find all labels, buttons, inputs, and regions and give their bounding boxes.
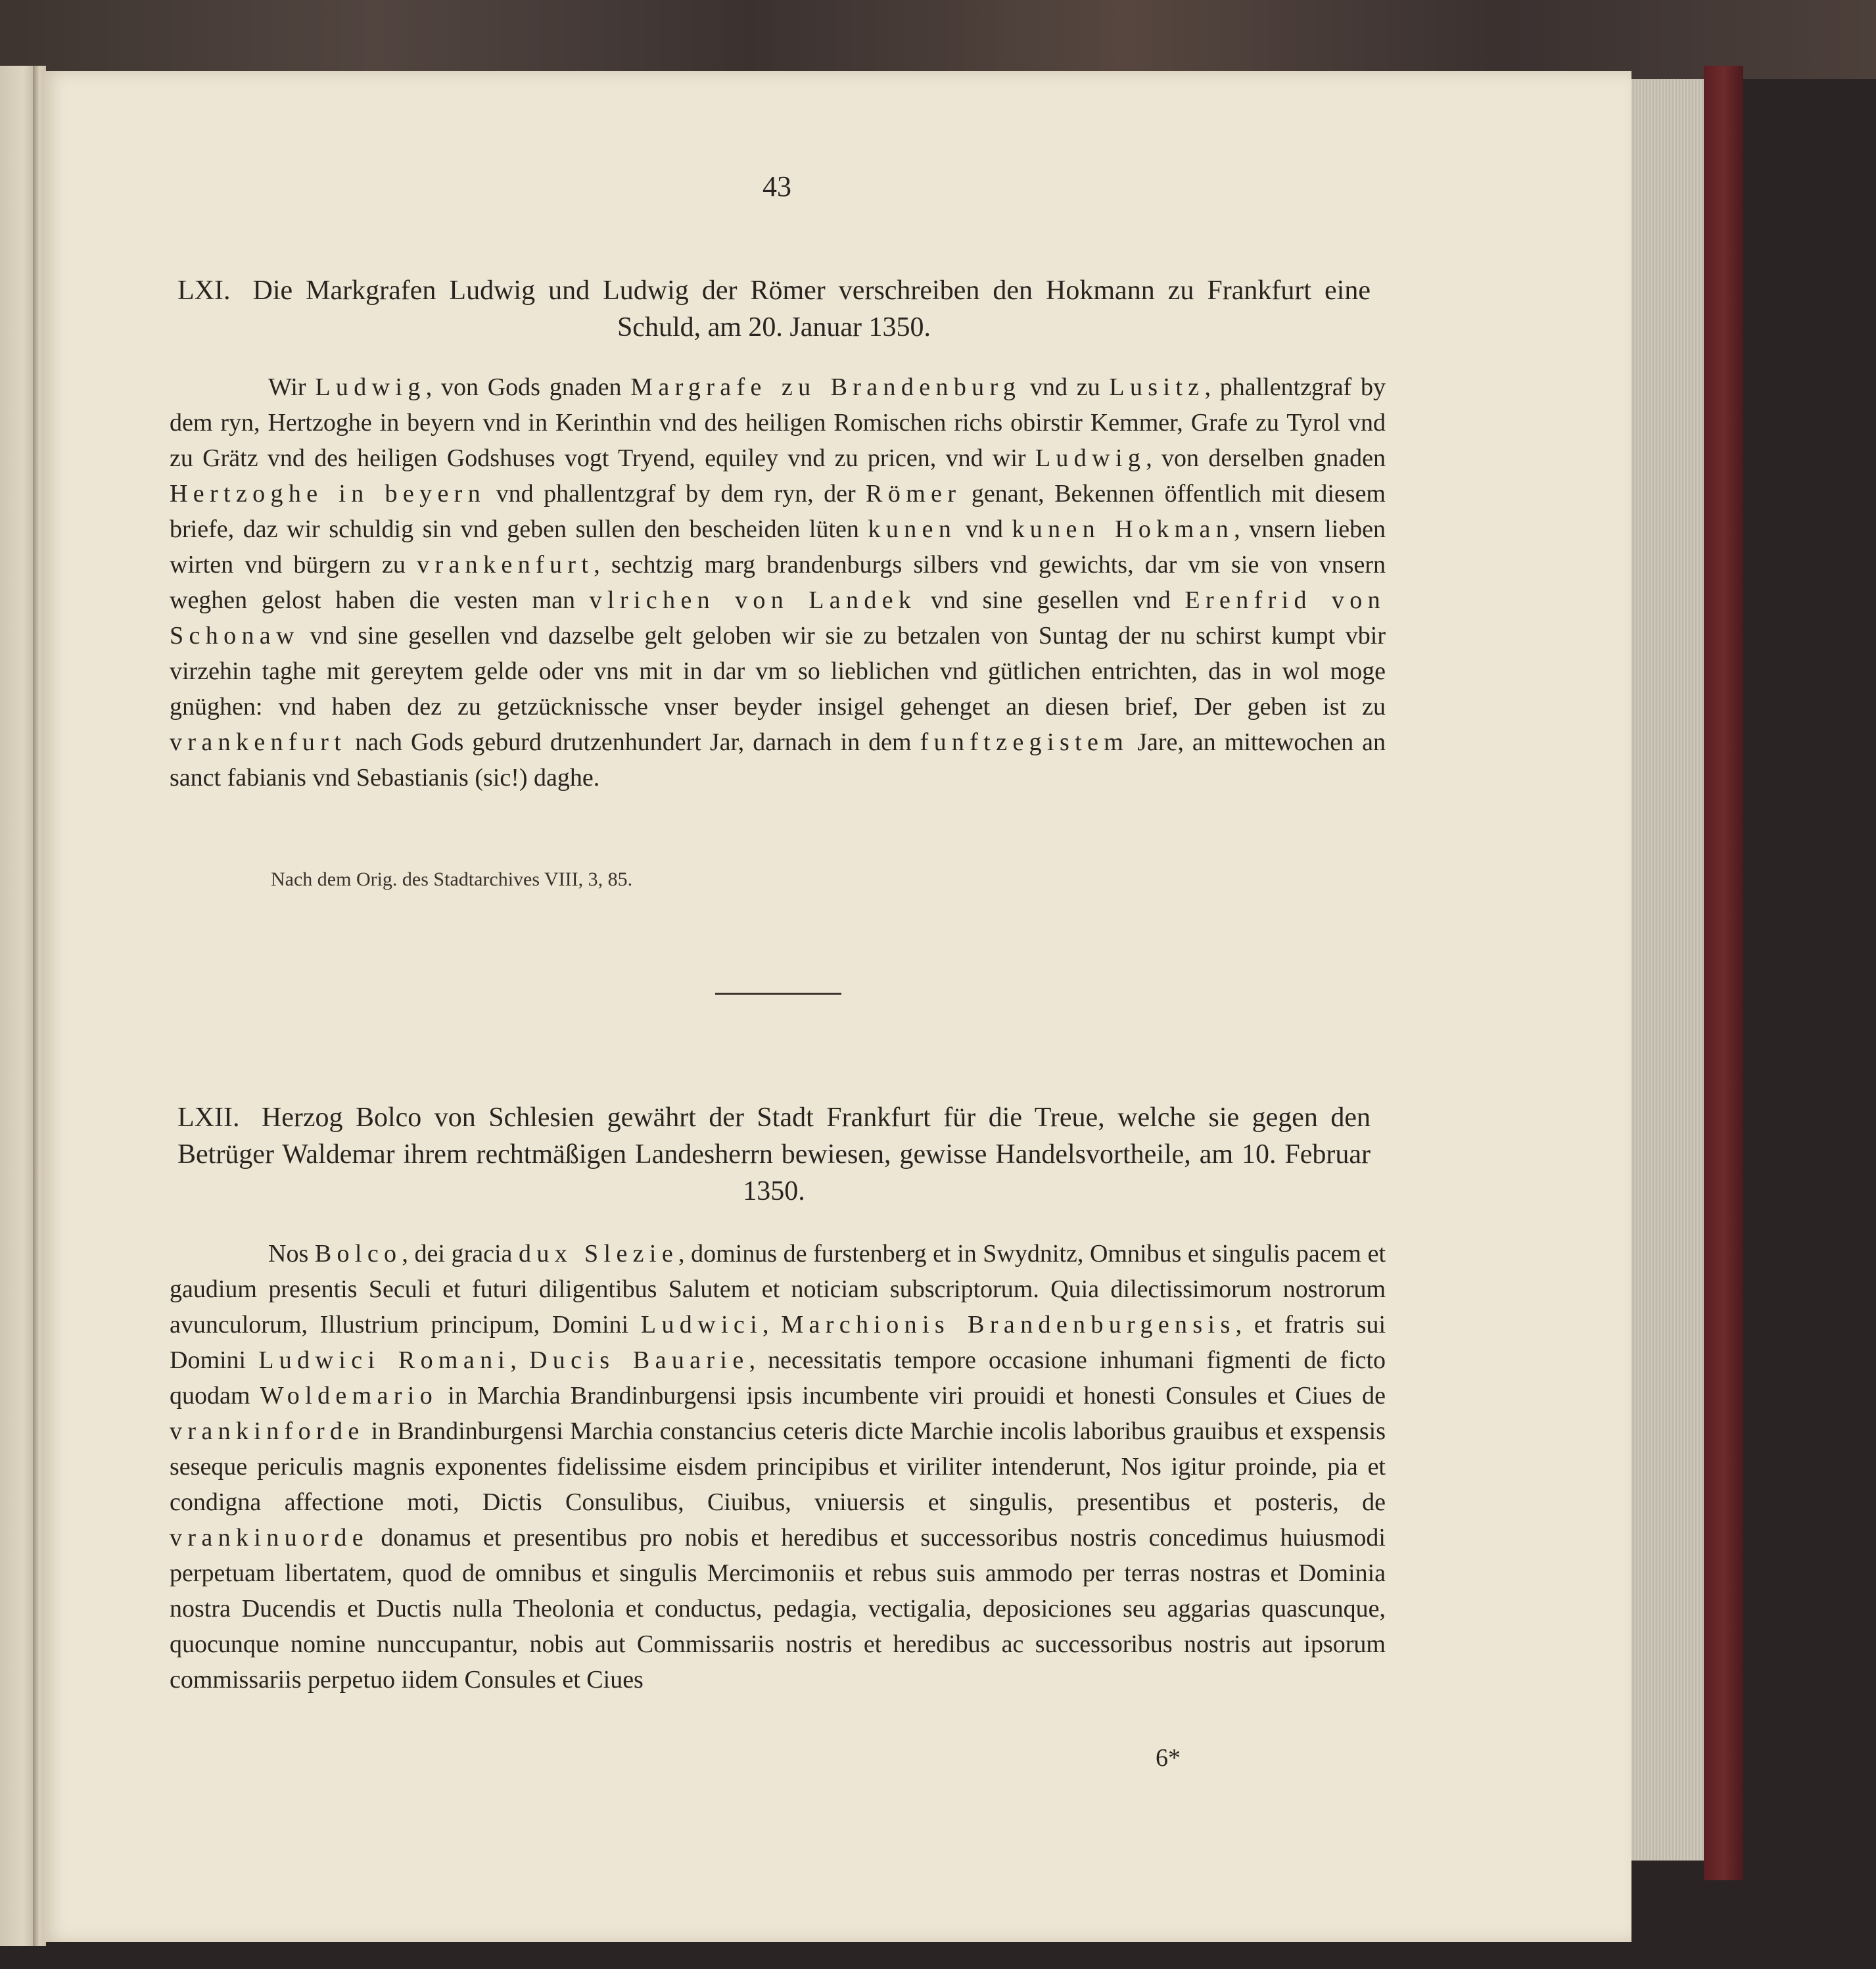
spaced-name: Ludwici Romani xyxy=(258,1346,511,1374)
text-run: , xyxy=(510,1346,529,1374)
text-run: nach Gods geburd drutzenhundert Jar, darnach in dem xyxy=(346,728,920,756)
text-run: vnd zu xyxy=(1021,373,1110,401)
doc-62-body xyxy=(170,1236,1386,1697)
text-run: vnd xyxy=(956,515,1012,543)
doc-62-paragraph xyxy=(170,1236,1386,1697)
doc-61-numeral: LXI. xyxy=(177,275,231,306)
text-run: vnd sine gesellen vnd dazselbe gelt geloben wir sie zu betzalen von Suntag der nu schirst kumpt vbir virzehin taghe mit gereytem gelde oder vns mit in dar vm so lieblichen vnd gütlichen entrichten, das in wol moge gnüghen: vnd haben dez zu getzücknissche vnser beyder insigel gehenget an diesen brief, Der geben ist zu xyxy=(170,622,1386,721)
text-run: genant, Bekennen öffentlich mit diesem briefe, daz wir schuldig sin vnd geben sullen den bescheiden lüten xyxy=(170,480,1386,543)
spaced-name: vrankenfurt xyxy=(417,551,594,579)
spaced-name: Ludwici xyxy=(640,1311,763,1339)
doc-61-title: Die Markgrafen Ludwig und Ludwig der Römer verschreiben den Hokmann zu Frankfurt eine Schuld, am 20. Januar 1350. xyxy=(252,275,1371,343)
text-run: , vnsern lieben wirten vnd bürgern zu xyxy=(170,515,1386,579)
spaced-name: funftzegistem xyxy=(920,728,1129,756)
text-run: in Brandinburgensi Marchia constancius ceteris dicte Marchie incolis laboribus grauibus et exspensis seseque periculis magnis exponentes fidelissime eisdem principibus et viriliter intenderunt, Nos igitur proinde, pia et condigna affectione moti, Dictis Consulibus, Ciuibus, vniuersis et singulis, presentibus et posteris, de xyxy=(170,1417,1386,1516)
doc-61-body xyxy=(170,369,1386,795)
doc-62-title: Herzog Bolco von Schlesien gewährt der Stadt Frankfurt für die Treue, welche sie gegen den Betrüger Waldemar ihrem rechtmäßigen Landesherrn bewiesen, gewisse Handelsvortheile, am 10. Februar 1350. xyxy=(177,1103,1371,1206)
spaced-name: Hertzoghe in beyern xyxy=(170,480,486,508)
spaced-name: Bolco xyxy=(314,1240,402,1268)
text-run: , sechtzig marg brandenburgs silbers vnd gewichts, dar vm sie von vnsern weghen gelost haben die vesten man xyxy=(170,551,1386,614)
text-run: , dominus de furstenberg et in Swydnitz, Omnibus et singulis pacem et gaudium presentis Seculi et futuri diligentibus Salutem et noticiam subscriptorum. Quia dilectissimorum nostrorum avunculorum, Illustrium principum, Domini xyxy=(170,1240,1386,1339)
text-run: , et fratris sui Domini xyxy=(170,1311,1386,1374)
doc-62-numeral: LXII. xyxy=(177,1103,240,1133)
text-run: , von derselben gnaden xyxy=(1146,444,1386,472)
page-number: 43 xyxy=(762,170,791,202)
spaced-name: Lusitz xyxy=(1109,373,1205,401)
spaced-name: kunen Hokman xyxy=(1012,515,1234,543)
page-stack-edges xyxy=(1631,79,1704,1861)
text-run: vnd phallentzgraf by dem ryn, der xyxy=(486,480,866,508)
spaced-name: Margrafe zu Brandenburg xyxy=(630,373,1021,401)
spaced-name: dux Slezie xyxy=(518,1240,679,1268)
spaced-name: vrankenfurt xyxy=(170,728,347,756)
spaced-name: Woldemario xyxy=(260,1382,438,1410)
text-run: , phallentzgraf by dem ryn, Hertzoghe in beyern vnd in Kerinthin vnd des heiligen Romischen richs obirstir Kemmer, Grafe zu Tyrol vnd zu Grätz vnd des heiligen Godshuses vogt Tryend, equiley vnd zu pricen, vnd wir xyxy=(170,373,1386,472)
spaced-name: Ludwig xyxy=(315,373,426,401)
spaced-name: Ludwig xyxy=(1035,444,1146,472)
text-run: , xyxy=(762,1311,782,1339)
text-run: Jare, an mittewochen an sanct fabianis vnd Sebastianis (sic!) daghe. xyxy=(170,728,1386,792)
text-run: vnd sine gesellen vnd xyxy=(916,586,1185,614)
doc-62-heading xyxy=(177,1099,1371,1210)
spaced-name: Erenfrid von Schonaw xyxy=(170,586,1386,650)
section-divider xyxy=(715,993,841,995)
text-run: in Marchia Brandinburgensi ipsis incumbente viri prouidi et honesti Consules et Ciues de xyxy=(438,1382,1386,1410)
spaced-name: vrankinuorde xyxy=(170,1524,369,1552)
spaced-name: vlrichen von Landek xyxy=(589,586,917,614)
text-run: , necessitatis tempore occasione inhumani figmenti de ficto quodam xyxy=(170,1346,1386,1410)
text-run: Nos xyxy=(268,1240,315,1268)
spaced-name: vrankinforde xyxy=(170,1417,365,1445)
doc-61-paragraph xyxy=(170,369,1386,795)
doc-61-source-note: Nach dem Orig. des Stadtarchives VIII, 3, 85. xyxy=(271,868,633,890)
spaced-name: Römer xyxy=(866,480,962,508)
text-run: donamus et presentibus pro nobis et heredibus et successoribus nostris concedimus huiusmodi perpetuam libertatem, quod de omnibus et singulis Mercimoniis et rebus suis ammodo per terras nostras et Dominia nostra Ducendis et Ductis nulla Theolonia et conductus, pedagia, vectigalia, deposiciones seu aggarias quascunque, quocunque nomine nunccupantur, nobis aut Commissariis nostris et heredibus ac successoribus nostris aut ipsorum commissariis perpetuo iidem Consules et Ciues xyxy=(170,1524,1386,1694)
spaced-name: Marchionis Brandenburgensis xyxy=(781,1311,1236,1339)
book-cover-edge xyxy=(1704,66,1743,1880)
page-signature: 6* xyxy=(1156,1744,1181,1772)
text-run: Wir xyxy=(268,373,316,401)
text-run: , dei gracia xyxy=(402,1240,519,1268)
doc-61-heading xyxy=(177,272,1371,346)
spaced-name: Ducis Bauarie xyxy=(528,1346,749,1374)
marbled-endpaper xyxy=(0,0,1876,79)
spaced-name: kunen xyxy=(868,515,957,543)
text-run: , von Gods gnaden xyxy=(425,373,631,401)
